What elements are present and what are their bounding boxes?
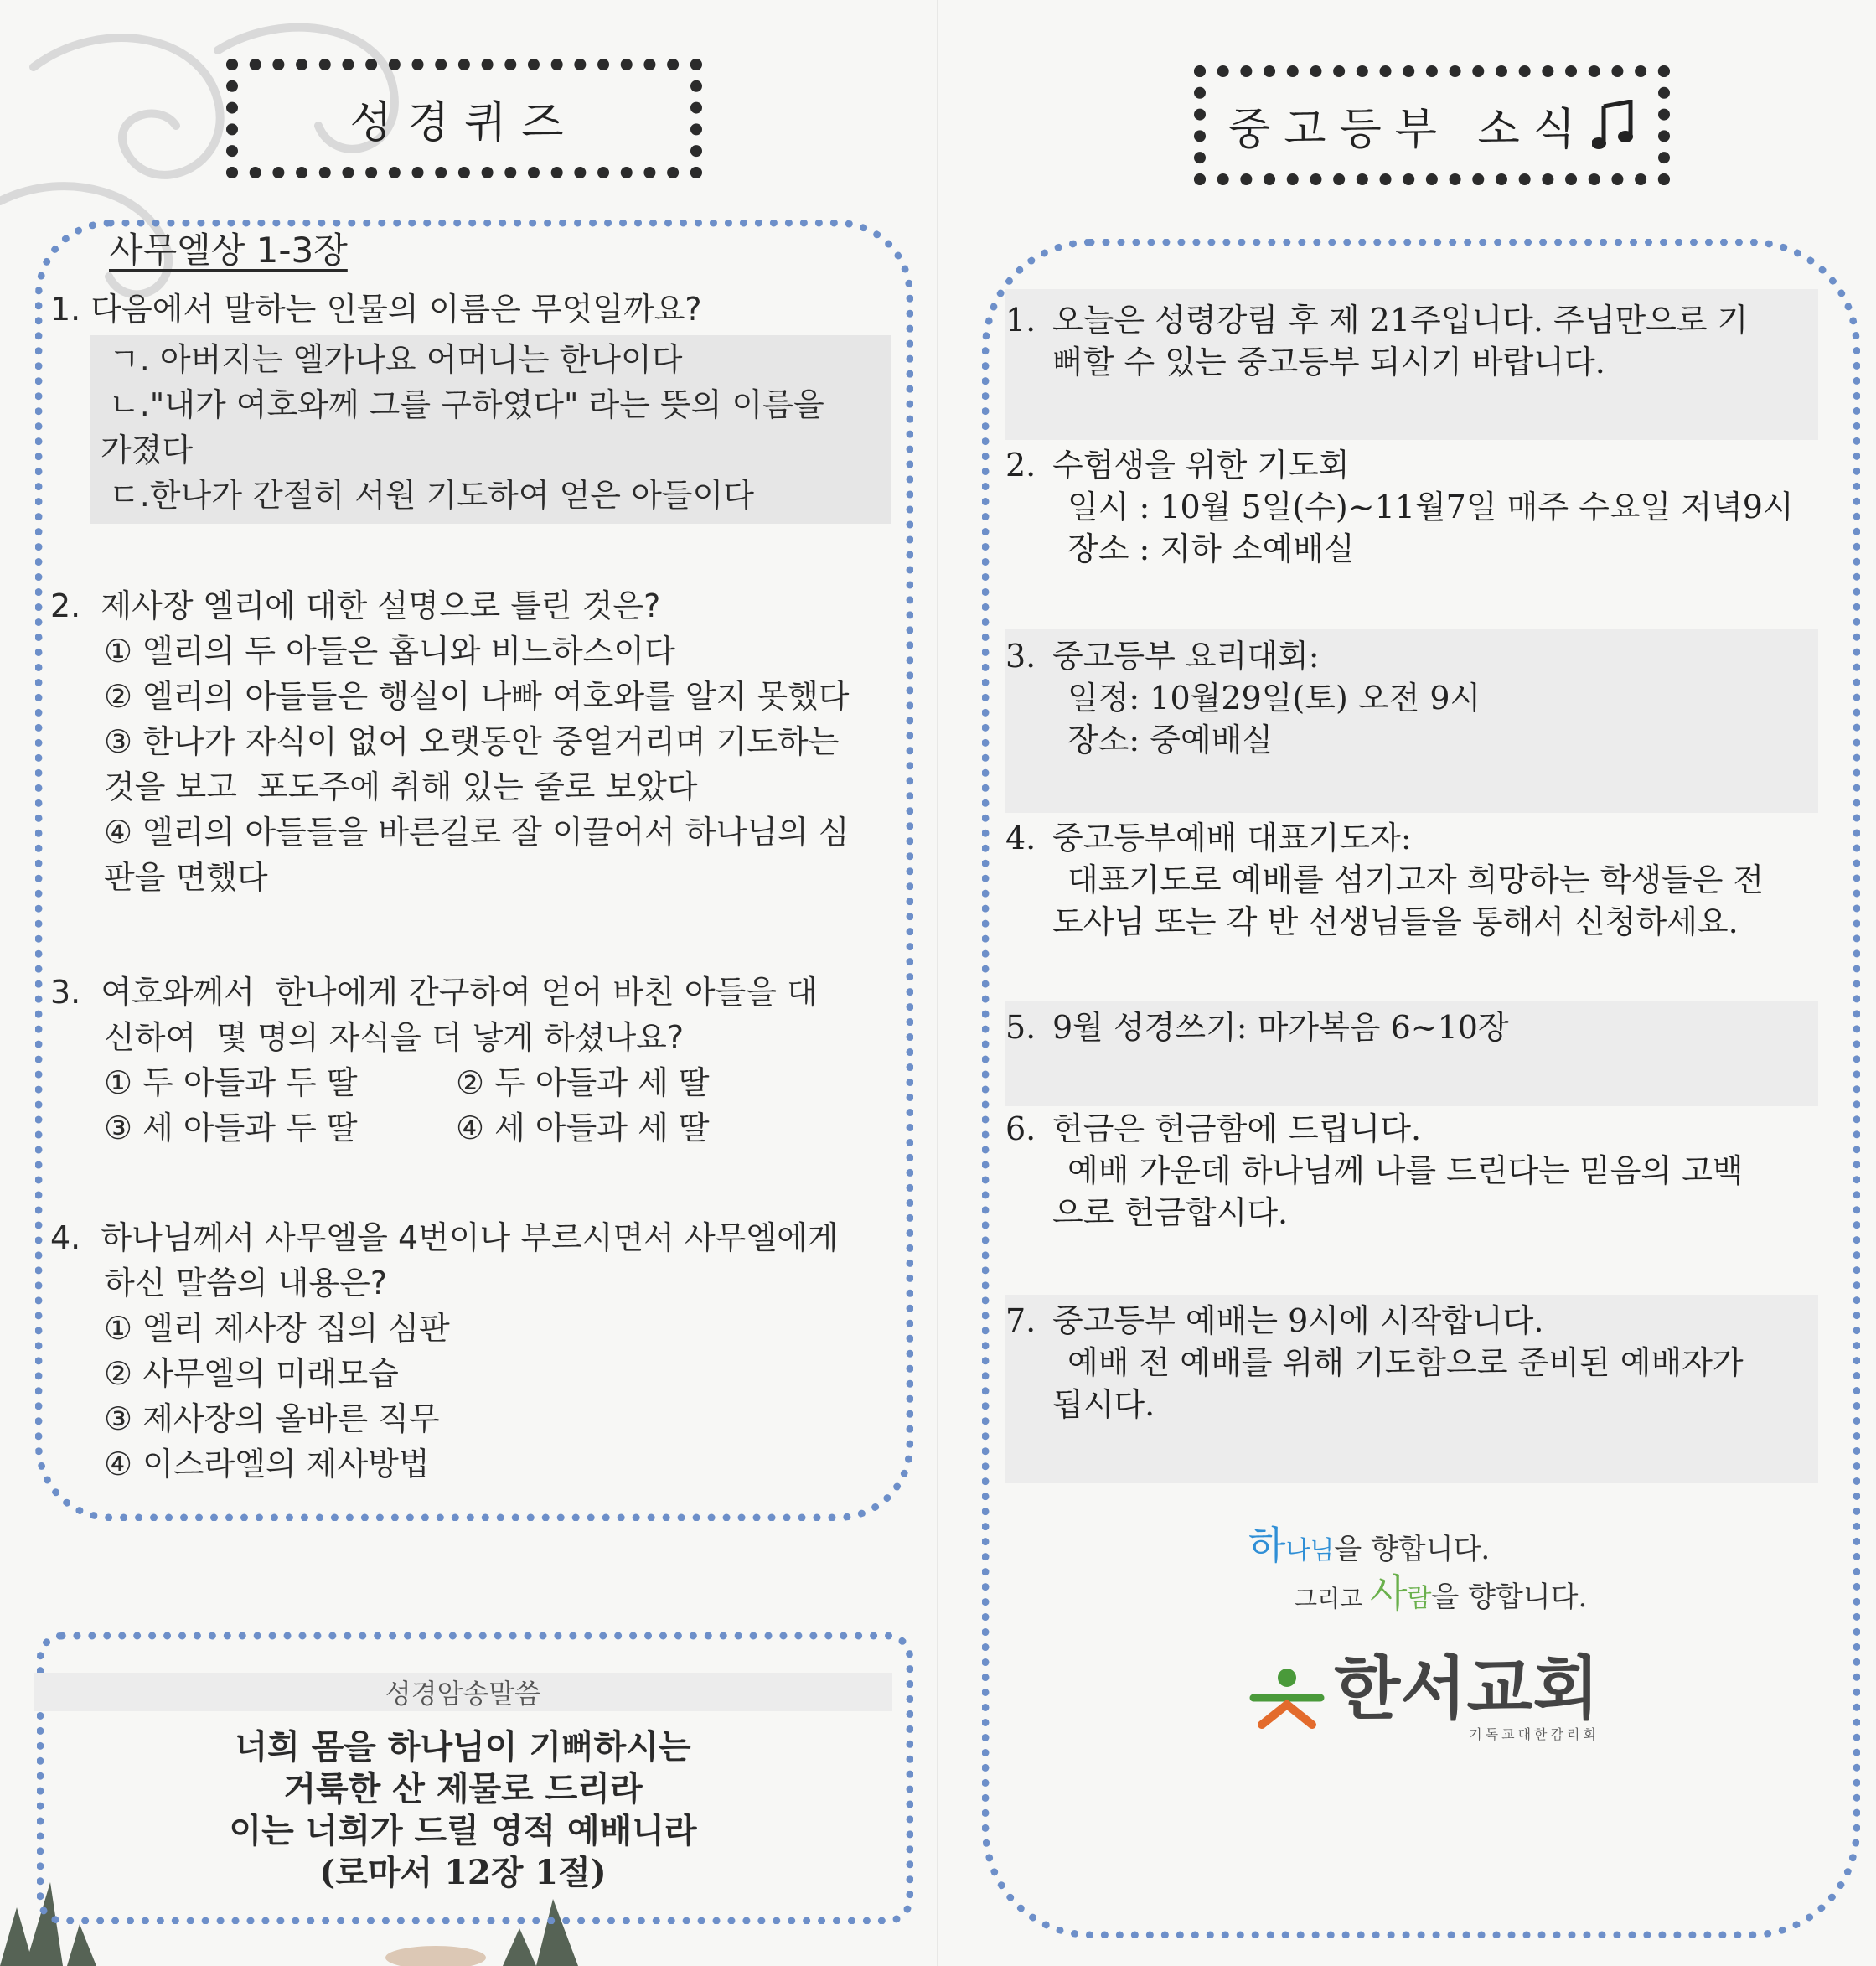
news-item-number: 3.: [1005, 638, 1036, 675]
memory-verse-line: 거룩한 산 제물로 드리라: [283, 1769, 643, 1808]
quiz-question-4: [50, 1215, 880, 1487]
quiz-section-heading: 사무엘상 1-3장: [109, 230, 348, 271]
answer-option: 판을 면했다: [104, 859, 268, 896]
question-text: 2. 제사장 엘리에 대한 설명으로 틀린 것은?: [50, 587, 661, 624]
news-item-7: [1005, 1295, 1818, 1483]
question-text: 하신 말씀의 내용은?: [104, 1265, 387, 1301]
news-item-3: [1005, 629, 1818, 813]
youth-news-title: 중고등부 소식: [1228, 105, 1589, 155]
answer-option: ① 엘리의 두 아들은 홉니와 비느하스이다: [104, 633, 675, 670]
news-item-line: 으로 헌금합시다.: [1052, 1194, 1289, 1231]
slogan-text: 을 향합니다.: [1334, 1533, 1491, 1566]
question-text: 신하여 몇 명의 자식을 더 낳게 하셨나요?: [104, 1019, 685, 1056]
hint-line: ㄱ. 아버지는 엘가나요 어머니는 한나이다: [109, 341, 683, 378]
news-item-line: 도사님 또는 각 반 선생님들을 통해서 신청하세요.: [1052, 903, 1739, 940]
news-item-1: [1005, 289, 1818, 440]
youth-news-title-box: [1194, 65, 1670, 185]
news-item-line: 헌금은 헌금함에 드립니다.: [1052, 1110, 1422, 1147]
church-logo: [1248, 1649, 1600, 1743]
question-text: 3. 여호와께서 한나에게 간구하여 얻어 바친 아들을 대: [50, 974, 818, 1011]
answer-option: ② 사무엘의 미래모습: [104, 1355, 399, 1392]
church-name: 한서교회: [1334, 1649, 1600, 1729]
news-item-number: 5.: [1005, 1009, 1036, 1046]
slogan-accent: 하: [1248, 1523, 1286, 1568]
quiz-question-3: [50, 970, 880, 1151]
news-item-4: [1005, 817, 1818, 943]
news-item-line: 장소 : 지하 소예배실: [1067, 530, 1355, 567]
answer-option: ③ 한나가 자식이 없어 오랫동안 중얼거리며 기도하는: [104, 723, 840, 760]
bible-quiz-title-box: [226, 59, 702, 178]
hint-line: ㄴ."내가 여호와께 그를 구하였다" 라는 뜻의 이름을: [109, 386, 824, 423]
answer-option: ③ 세 아들과 두 딸: [104, 1110, 358, 1146]
answer-option: ② 두 아들과 세 딸: [456, 1064, 710, 1101]
church-denomination: 기독교대한감리회: [1469, 1726, 1600, 1742]
slogan-line-2: [1295, 1563, 1587, 1618]
news-item-line: 중고등부예배 대표기도자:: [1052, 820, 1412, 856]
quiz-question-2: [50, 583, 880, 900]
news-item-number: 7.: [1005, 1302, 1036, 1339]
news-item-line: 수험생을 위한 기도회: [1052, 447, 1350, 484]
memory-verse-line: 이는 너희가 드릴 영적 예배니라: [229, 1811, 697, 1850]
answer-option: ④ 세 아들과 세 딸: [456, 1110, 710, 1146]
memory-verse-line: 너희 몸을 하나님이 기뻐하시는: [235, 1727, 691, 1767]
news-item-line: 됩시다.: [1052, 1386, 1155, 1423]
answer-option: ④ 이스라엘의 제사방법: [104, 1446, 430, 1482]
page-fold-line: [937, 0, 938, 1966]
answer-option: ① 엘리 제사장 집의 심판: [104, 1310, 450, 1347]
quiz-question-1-hints: [90, 335, 891, 524]
news-item-line: 일시 : 10월 5일(수)~11월7일 매주 수요일 저녁9시: [1067, 489, 1794, 525]
bible-quiz-title: 성경퀴즈: [349, 98, 579, 148]
news-item-line: 중고등부 요리대회:: [1052, 638, 1320, 675]
answer-option: ② 엘리의 아들들은 행실이 나빠 여호와를 알지 못했다: [104, 678, 850, 715]
quiz-question-1: 1. 다음에서 말하는 인물의 이름은 무엇일까요?: [50, 291, 702, 328]
slogan-small: 나님: [1285, 1536, 1335, 1565]
music-note-icon: [1592, 100, 1636, 152]
news-item-2: [1005, 444, 1818, 570]
slogan-accent: 사: [1370, 1570, 1408, 1616]
news-item-line: 9월 성경쓰기: 마가복음 6~10장: [1052, 1009, 1509, 1046]
hint-line: ㄷ.한나가 간절히 서원 기도하여 얻은 아들이다: [109, 477, 754, 514]
memory-verse-heading: 성경암송말씀: [34, 1673, 892, 1711]
church-emblem-icon: [1248, 1666, 1326, 1733]
answer-option: 것을 보고 포도주에 취해 있는 줄로 보았다: [104, 768, 698, 805]
memory-verse-reference: (로마서 12장 1절): [319, 1853, 607, 1892]
slogan-small: 람: [1407, 1584, 1432, 1613]
hint-line: 가졌다: [101, 432, 194, 468]
news-item-line: 예배 전 예배를 위해 기도함으로 준비된 예배자가: [1067, 1344, 1744, 1381]
news-item-number: 4.: [1005, 820, 1036, 856]
answer-option: ① 두 아들과 두 딸: [104, 1064, 358, 1101]
news-item-line: 장소: 중예배실: [1067, 722, 1274, 758]
news-item-number: 6.: [1005, 1110, 1036, 1147]
news-item-number: 1.: [1005, 302, 1036, 339]
news-item-line: 중고등부 예배는 9시에 시작합니다.: [1052, 1302, 1544, 1339]
answer-option: ③ 제사장의 올바른 직무: [104, 1400, 440, 1437]
memory-verse: [34, 1673, 892, 1894]
news-item-line: 뻐할 수 있는 중고등부 되시기 바랍니다.: [1052, 344, 1605, 380]
news-item-line: 예배 가운데 하나님께 나를 드린다는 믿음의 고백: [1067, 1152, 1744, 1189]
news-item-line: 대표기도로 예배를 섬기고자 희망하는 학생들은 전: [1067, 861, 1765, 898]
answer-option: ④ 엘리의 아들들을 바른길로 잘 이끌어서 하나님의 심: [104, 814, 850, 851]
slogan-text: 을 향합니다.: [1431, 1581, 1588, 1614]
news-item-line: 일정: 10월29일(토) 오전 9시: [1067, 680, 1481, 717]
question-text: 4. 하나님께서 사무엘을 4번이나 부르시면서 사무엘에게: [50, 1219, 839, 1256]
news-item-line: 오늘은 성령강림 후 제 21주입니다. 주님만으로 기: [1052, 302, 1749, 339]
news-item-6: [1005, 1108, 1818, 1234]
news-item-number: 2.: [1005, 447, 1036, 484]
news-item-5: [1005, 1001, 1818, 1106]
slogan-text: 그리고: [1295, 1585, 1371, 1612]
